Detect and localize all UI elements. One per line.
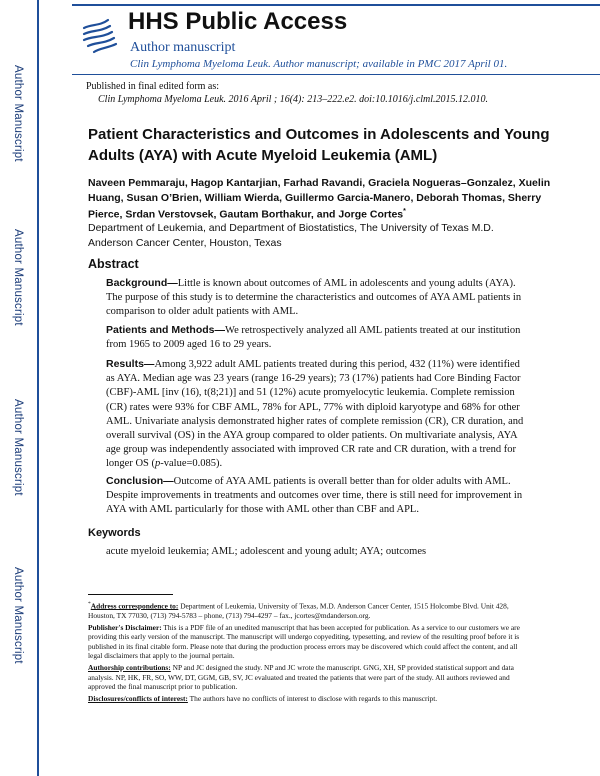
published-citation: Clin Lymphoma Myeloma Leuk. 2016 April ; 16(4): 213–222.e2. doi:10.1016/j.clml.2015.12.010.	[98, 94, 489, 105]
author-manuscript-label: Author manuscript	[130, 40, 236, 55]
affiliation: Department of Leukemia, and Department of Biostatistics, The University of Texas M.D. Anderson Cancer Center, Houston, Texas	[88, 222, 494, 249]
side-divider-line	[37, 0, 39, 776]
footnote-rule	[88, 594, 173, 595]
header-bottom-rule	[72, 74, 600, 75]
side-label-author-manuscript: Author Manuscript	[12, 228, 24, 326]
footnote-disclaimer: Publisher's Disclaimer: This is a PDF file of an unedited manuscript that has been accepted for publication. As a service to our customers we are providing this early version of the manuscript. The manuscript will undergo copyediting, typesetting, and review of the resulting proof before it is published in its final citable form. Please note that during the production process errors may be discovered which could affect the content, and all legal disclaimers that apply to the journal pertain.	[88, 622, 520, 661]
footnote-correspondence: *Address correspondence to: Department of Leukemia, University of Texas, M.D. Anderson Cancer Center, 1515 Holcombe Blvd. Unit 428, Houston, TX 77030, (713) 794-5783 – phone, (713) 794-4297 – fax., jcortes@mdanderson.org.	[88, 601, 509, 621]
abstract-results: Results—Among 3,922 adult AML patients treated during this period, 432 (11%) were identified as AYA. Median age was 23 years (range 16-29 years); 73 (17%) patients had Core Binding Factor (CBF)-AML [inv (16), t(8;21)] and 51 (12%) acute promyelocytic leukemia. Complete remission (CR) rates were 93% for CBF AML, 78% for APL, 77% with diploid karyotype and 68% for other AML. Univariate analysis demonstrated higher rates of complete remission (CR), CR duration, and overall survival (OS) in the AYA group compared to older patients. On multivariate analysis, AYA age group was independently associated with improved CR rate and CR duration, with a trend for longer OS (p-value=0.085).	[106, 358, 524, 470]
footnote-disclosures: Disclosures/conflicts of interest: The authors have no conflicts of interest to disclose with regards to this manuscript.	[88, 693, 438, 703]
published-in-block	[86, 80, 488, 106]
header-top-rule	[72, 4, 600, 6]
side-label-author-manuscript: Author Manuscript	[12, 566, 24, 664]
keywords-list: acute myeloid leukemia; AML; adolescent and young adult; AYA; outcomes	[106, 546, 427, 557]
abstract-background: Background—Little is known about outcomes of AML in adolescents and young adults (AYA). The purpose of this study is to determine the characteristics and outcomes of AYA AML patients in comparison to older adult patients with AML.	[106, 277, 522, 318]
abstract-heading: Abstract	[88, 257, 139, 271]
hhs-eagle-logo-icon	[78, 14, 122, 58]
hhs-public-access-title: HHS Public Access	[128, 8, 348, 35]
footnote-contributions: Authorship contributions: NP and JC designed the study. NP and JC wrote the manuscript. GNG, XH, SP provided statistical support and data analysis. NP, HK, FR, SO, WW, DT, GGM, GB, SV, JC evaluated and treated the patients that were part of the study. All authors reviewed and approved the final manuscript prior to publication.	[88, 663, 514, 692]
side-label-author-manuscript: Author Manuscript	[12, 398, 24, 496]
author-list: Naveen Pemmaraju, Hagop Kantarjian, Farhad Ravandi, Graciela Nogueras–Gonzalez, Xuelin Huang, Susan O’Brien, William Wierda, Guillermo Garcia-Manero, Deborah Thomas, Sherry Pierce, Srdan Verstovsek, Gautam Borthakur, and Jorge Cortes*	[88, 177, 551, 221]
abstract-conclusion: Conclusion—Outcome of AYA AML patients is overall better than for older adults with AML. Despite improvements in treatments and outcomes over time, there is still need for improvement in AYA with AML particularly for those with AML other than CBF and APL.	[106, 475, 523, 516]
keywords-heading: Keywords	[88, 527, 141, 539]
side-label-author-manuscript: Author Manuscript	[12, 64, 24, 162]
pmc-citation: Clin Lymphoma Myeloma Leuk. Author manuscript; available in PMC 2017 April 01.	[130, 58, 508, 70]
abstract-methods: Patients and Methods—We retrospectively analyzed all AML patients treated at our institution from 1965 to 2009 aged 16 to 29 years.	[106, 324, 521, 351]
article-title: Patient Characteristics and Outcomes in Adolescents and Young Adults (AYA) with Acute Myeloid Leukemia (AML)	[88, 126, 550, 164]
published-label: Published in final edited form as:	[86, 81, 220, 92]
footnotes	[88, 600, 528, 705]
